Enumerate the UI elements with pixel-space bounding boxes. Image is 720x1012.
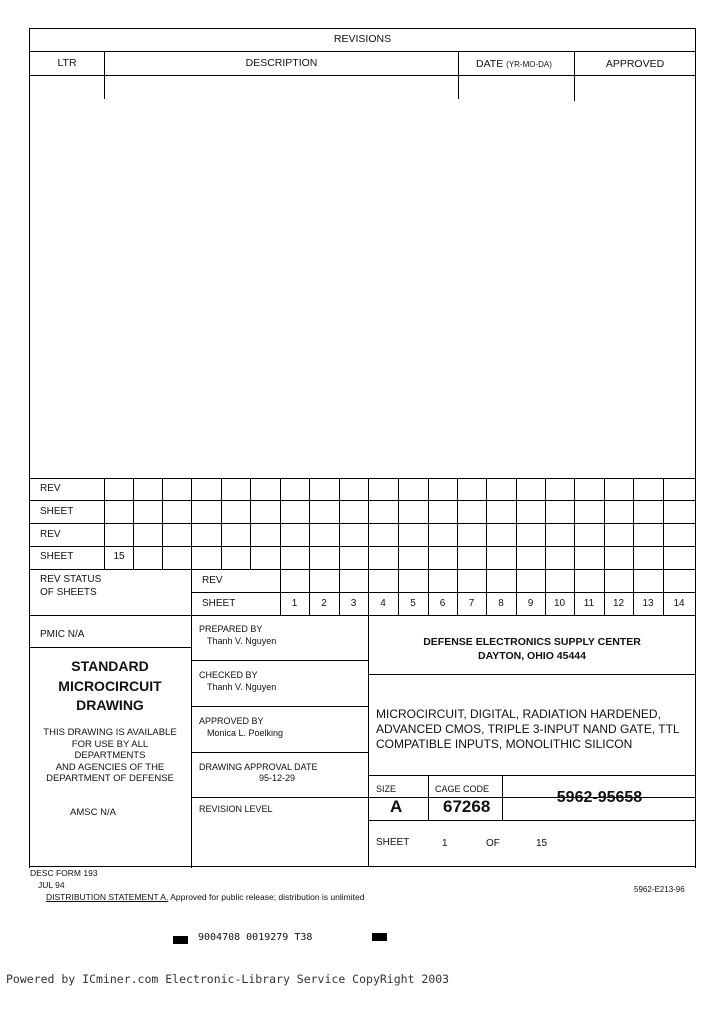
sheet-number: 4 (380, 598, 386, 609)
distribution-label: DISTRIBUTION STATEMENT A. (46, 892, 169, 902)
grid-line (250, 478, 251, 569)
grid-line (221, 478, 222, 569)
availability-text: DEPARTMENT OF DEFENSE (46, 773, 174, 784)
cage-value: 67268 (443, 797, 491, 816)
grid-line (280, 478, 281, 569)
sheet-number: 12 (612, 598, 625, 609)
approved-name: Monica L. Poelking (207, 728, 284, 738)
grid-line (633, 478, 634, 569)
drawing-title: MICROCIRCUIT, DIGITAL, RADIATION HARDENED, (376, 707, 661, 721)
grid-line (309, 478, 310, 569)
availability-text: FOR USE BY ALL (71, 739, 149, 750)
availability-text: DEPARTMENTS (74, 750, 146, 761)
sheet-number: 9 (527, 598, 534, 609)
sheet-number: 2 (321, 598, 327, 609)
revisions-title: REVISIONS (333, 33, 392, 45)
rev-status-sheet: SHEET (202, 598, 236, 609)
size-label: SIZE (376, 784, 397, 794)
drawing-title: ADVANCED CMOS, TRIPLE 3-INPUT NAND GATE, TTL (376, 722, 680, 736)
grid-line (486, 478, 487, 569)
sheet-number: 10 (553, 598, 566, 609)
agency-location: DAYTON, OHIO 45444 (478, 650, 586, 662)
of-value: 15 (536, 838, 548, 849)
distribution-text: Approved for public release; distribution is unlimited (170, 892, 365, 902)
approval-date-label: DRAWING APPROVAL DATE (199, 762, 318, 772)
sheet-number: 7 (468, 598, 475, 609)
grid-line (428, 478, 429, 569)
approval-date: 95-12-29 (259, 773, 296, 783)
sheet-number: 1 (291, 598, 298, 609)
of-label: OF (486, 838, 500, 849)
agency-name: DEFENSE ELECTRONICS SUPPLY CENTER (423, 636, 641, 648)
grid-row-label: SHEET (40, 506, 74, 517)
availability-text: AND AGENCIES OF THE (55, 762, 165, 773)
grid-line (133, 478, 134, 569)
standard-title: STANDARD (71, 658, 149, 674)
grid-line (574, 478, 575, 569)
grid-line (339, 478, 340, 569)
col-ltr: LTR (57, 57, 77, 69)
sheet-number: 13 (642, 598, 654, 609)
grid-line (162, 478, 163, 569)
size-value: A (390, 797, 403, 816)
grid-row-label: REV (40, 529, 61, 540)
grid-row-label: SHEET (40, 551, 74, 562)
form-date: JUL 94 (38, 880, 65, 890)
grid-row-label: REV (40, 483, 61, 494)
sheet-number: 14 (673, 598, 685, 609)
col-date: DATE (476, 58, 504, 70)
checked-name: Thanh V. Nguyen (207, 682, 277, 692)
grid-line (545, 478, 546, 569)
standard-title: MICROCIRCUIT (58, 678, 162, 694)
rev-status-label: OF SHEETS (40, 587, 97, 598)
grid-line (368, 478, 369, 569)
approved-label: APPROVED BY (199, 716, 264, 726)
sheet-number: 11 (583, 598, 595, 609)
drawing-number: 5962-95658 (556, 789, 643, 806)
sheet-number: 5 (410, 598, 416, 609)
pmic: PMIC N/A (40, 629, 85, 640)
col-date-format: (YR-MO-DA) (506, 60, 552, 69)
grid-line (191, 478, 192, 569)
cage-label: CAGE CODE (435, 784, 490, 794)
standard-title: DRAWING (76, 697, 144, 713)
barcode-mark-left (173, 936, 188, 944)
col-approved: APPROVED (605, 58, 665, 70)
availability-text: THIS DRAWING IS AVAILABLE (43, 727, 177, 738)
amsc: AMSC N/A (70, 807, 116, 818)
revision-level-label: REVISION LEVEL (199, 804, 273, 814)
powered-by: Powered by ICminer.com Electronic-Library Service CopyRight 2003 (6, 972, 450, 986)
prepared-label: PREPARED BY (199, 624, 263, 634)
grid-sheet-value: 15 (113, 551, 125, 562)
doc-code: 5962-E213-96 (634, 885, 685, 894)
checked-label: CHECKED BY (199, 670, 258, 680)
grid-line (604, 478, 605, 569)
sheet-number: 6 (439, 598, 446, 609)
grid-line (663, 478, 664, 569)
grid-line (516, 478, 517, 569)
prepared-name: Thanh V. Nguyen (207, 636, 277, 646)
sheet-number: 8 (498, 598, 504, 609)
barcode-text: 9004708 0019279 T38 (198, 932, 313, 943)
form-number: DESC FORM 193 (30, 868, 98, 878)
grid-line (457, 478, 458, 569)
sheet-label: SHEET (376, 837, 410, 848)
barcode-mark-right (372, 933, 387, 941)
col-description: DESCRIPTION (245, 57, 318, 69)
rev-status-rev: REV (202, 575, 223, 586)
rev-status-label: REV STATUS (40, 574, 102, 585)
grid-line (398, 478, 399, 569)
sheet-number: 3 (350, 598, 357, 609)
sheet-value: 1 (442, 838, 448, 849)
drawing-title: COMPATIBLE INPUTS, MONOLITHIC SILICON (376, 737, 633, 751)
